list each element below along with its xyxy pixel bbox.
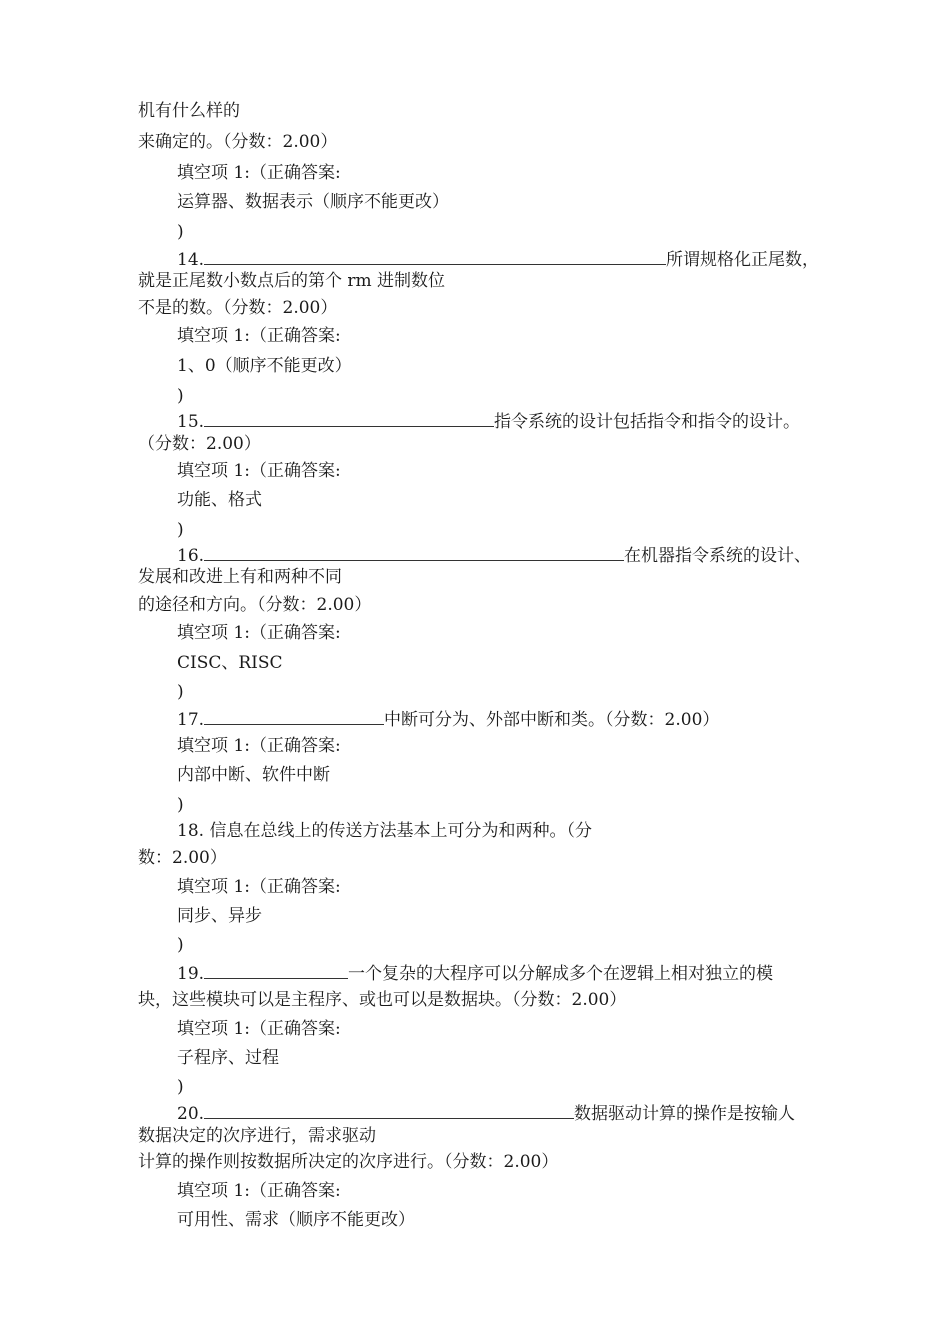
q17-line1 bbox=[177, 708, 719, 731]
q14-number: 14. bbox=[177, 250, 205, 270]
q15-fill-label: 填空项 1:（正确答案: bbox=[177, 461, 341, 481]
q20-text: 数据驱动计算的操作是按输人 bbox=[574, 1104, 796, 1124]
q13-answer: 运算器、数据表示（顺序不能更改） bbox=[177, 192, 449, 212]
q19-text: 一个复杂的大程序可以分解成多个在逻辑上相对独立的模 bbox=[348, 964, 774, 984]
q14-blank bbox=[204, 248, 666, 265]
q15-line1 bbox=[177, 410, 800, 433]
q16-line1 bbox=[177, 544, 811, 567]
q14-text: 所谓规格化正尾数， bbox=[666, 250, 820, 270]
q17-answer: 内部中断、软件中断 bbox=[177, 765, 330, 785]
q13-close: ) bbox=[177, 222, 184, 242]
q14-line1 bbox=[177, 248, 819, 271]
q14-close: ) bbox=[177, 386, 184, 406]
q19-answer: 子程序、过程 bbox=[177, 1048, 279, 1068]
q19-number: 19. bbox=[177, 964, 205, 984]
q19-fill-label: 填空项 1:（正确答案: bbox=[177, 1019, 341, 1039]
q14-fill-label: 填空项 1:（正确答案: bbox=[177, 326, 341, 346]
q17-blank bbox=[204, 708, 384, 725]
q20-number: 20. bbox=[177, 1104, 205, 1124]
q20-answer: 可用性、需求（顺序不能更改） bbox=[177, 1210, 415, 1230]
q14-line3: 不是的数。（分数：2.00） bbox=[138, 298, 338, 318]
q18-answer: 同步、异步 bbox=[177, 906, 262, 926]
q16-line3: 的途径和方向。（分数：2.00） bbox=[138, 595, 372, 615]
q16-number: 16. bbox=[177, 546, 205, 566]
q19-close: ) bbox=[177, 1077, 184, 1097]
q17-text: 中断可分为、外部中断和类。（分数：2.00） bbox=[384, 710, 720, 730]
q18-close: ) bbox=[177, 935, 184, 955]
q15-answer: 功能、格式 bbox=[177, 490, 262, 510]
q20-fill-label: 填空项 1:（正确答案: bbox=[177, 1181, 341, 1201]
q17-close: ) bbox=[177, 795, 184, 815]
q17-number: 17. bbox=[177, 710, 205, 730]
q16-close: ) bbox=[177, 682, 184, 702]
q18-line1: 18. 信息在总线上的传送方法基本上可分为和两种。（分 bbox=[177, 821, 592, 841]
q15-number: 15. bbox=[177, 412, 205, 432]
q17-fill-label: 填空项 1:（正确答案: bbox=[177, 736, 341, 756]
q19-line2: 块，这些模块可以是主程序、或也可以是数据块。（分数：2.00） bbox=[138, 990, 627, 1010]
q18-line2: 数：2.00） bbox=[138, 848, 227, 868]
q19-line1 bbox=[177, 962, 773, 985]
q15-blank bbox=[204, 410, 494, 427]
q16-text: 在机器指令系统的设计、 bbox=[624, 546, 812, 566]
q13-fill-label: 填空项 1:（正确答案: bbox=[177, 163, 341, 183]
q16-answer: CISC、RISC bbox=[177, 653, 283, 673]
q16-fill-label: 填空项 1:（正确答案: bbox=[177, 623, 341, 643]
q15-line2: （分数：2.00） bbox=[138, 434, 261, 454]
q16-line2: 发展和改进上有和两种不同 bbox=[138, 567, 342, 587]
q20-line3: 计算的操作则按数据所决定的次序进行。（分数：2.00） bbox=[138, 1152, 559, 1172]
q13-line2: 来确定的。（分数：2.00） bbox=[138, 132, 338, 152]
q20-blank bbox=[204, 1102, 574, 1119]
q15-text: 指令系统的设计包括指令和指令的设计。 bbox=[494, 412, 801, 432]
q19-blank bbox=[204, 962, 348, 979]
q20-line2: 数据决定的次序进行，需求驱动 bbox=[138, 1126, 376, 1146]
q15-close: ) bbox=[177, 520, 184, 540]
q14-line2: 就是正尾数小数点后的第个 rm 进制数位 bbox=[138, 271, 446, 291]
q20-line1 bbox=[177, 1102, 795, 1125]
q18-fill-label: 填空项 1:（正确答案: bbox=[177, 877, 341, 897]
q16-blank bbox=[204, 544, 624, 561]
q14-answer: 1、0（顺序不能更改） bbox=[177, 356, 352, 376]
q13-line1: 机有什么样的 bbox=[138, 101, 240, 121]
